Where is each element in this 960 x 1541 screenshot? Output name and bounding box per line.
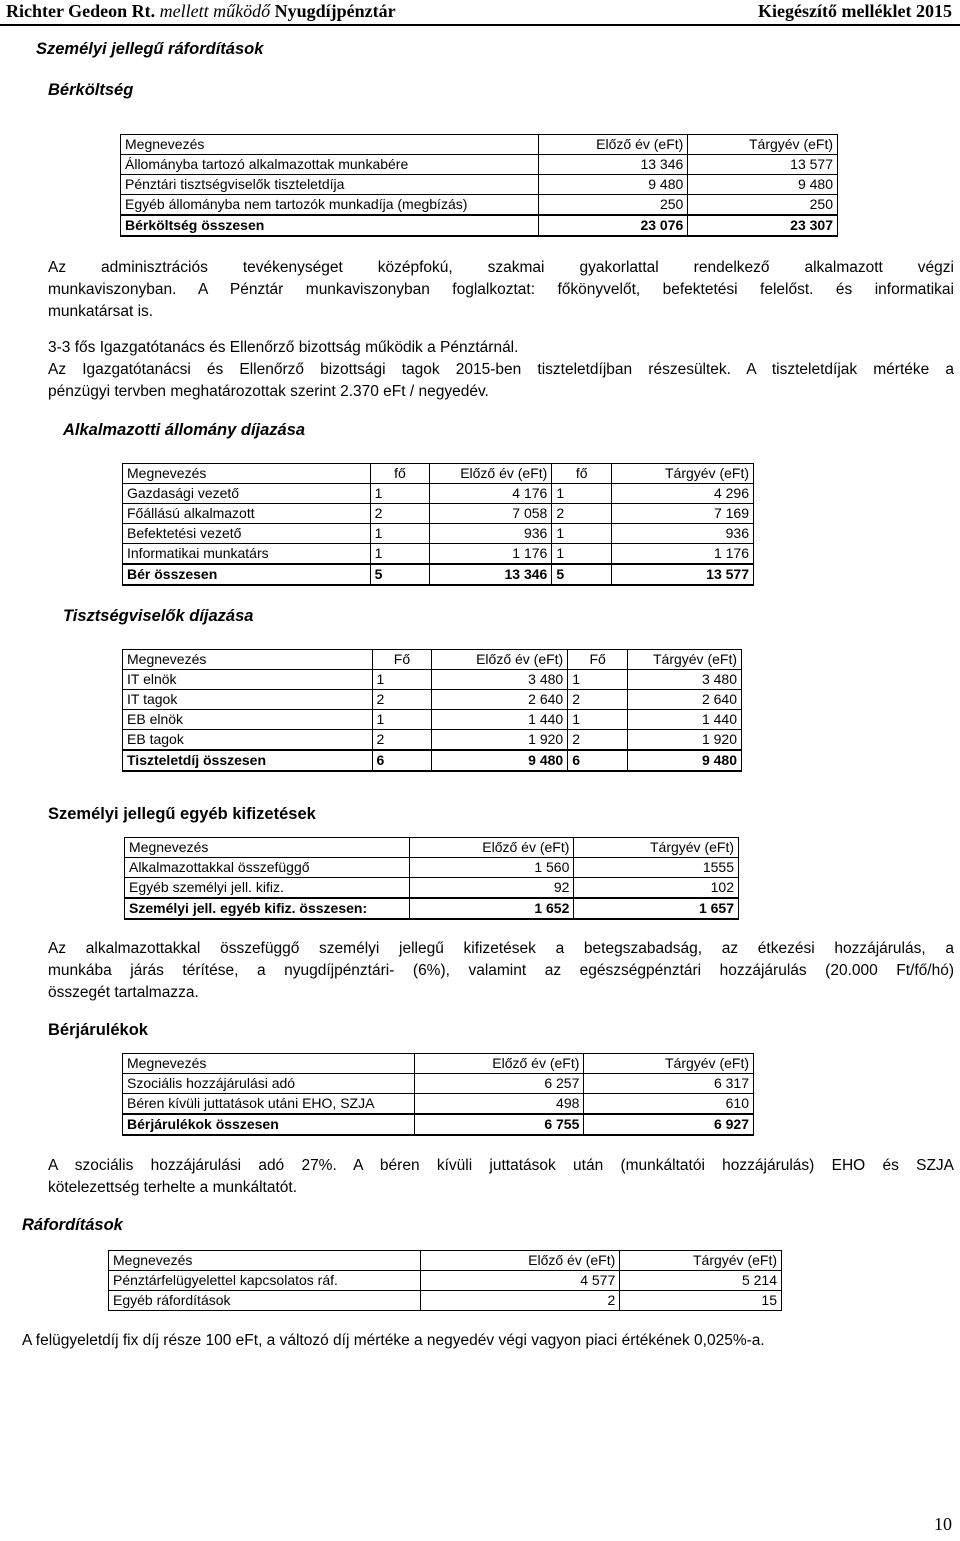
table-cell: Pénztárfelügyelettel kapcsolatos ráf.	[109, 1271, 421, 1291]
table-cell: 2	[372, 690, 432, 710]
table-cell: EB elnök	[123, 710, 373, 730]
table-row	[123, 730, 742, 751]
header-cell: Tárgyév (eFt)	[612, 464, 754, 484]
header-cell: Előző év (eFt)	[420, 1251, 620, 1271]
table-cell: Bér összesen	[123, 564, 371, 585]
table-row	[123, 1094, 754, 1115]
table-cell: Béren kívüli juttatások utáni EHO, SZJA	[123, 1094, 415, 1115]
egyeb-table	[124, 837, 739, 920]
table-cell: 1555	[574, 858, 739, 878]
header-right: Kiegészítő melléklet 2015	[758, 1, 952, 21]
table-cell: 2	[372, 730, 432, 751]
header-cell: Fő	[372, 650, 432, 670]
table-cell: 2	[552, 504, 612, 524]
alkalmazotti-table	[122, 463, 754, 586]
table-header-row	[125, 838, 739, 858]
total-row	[123, 564, 754, 585]
table-cell: 6	[568, 750, 628, 771]
table-cell: 102	[574, 878, 739, 899]
header-cell: fő	[552, 464, 612, 484]
egyeb-title: Személyi jellegű egyéb kifizetések	[48, 805, 316, 823]
table-cell: Állományba tartozó alkalmazottak munkabére	[121, 155, 539, 175]
table-cell: 7 058	[430, 504, 552, 524]
table-cell: 3 480	[628, 670, 742, 690]
table-cell: Informatikai munkatárs	[123, 544, 371, 565]
table-cell: 23 076	[538, 215, 688, 236]
total-row	[121, 215, 838, 236]
table-cell: 1	[552, 524, 612, 544]
table-cell: 936	[430, 524, 552, 544]
table-row	[123, 670, 742, 690]
tisztsegviselok-table	[122, 649, 742, 772]
table-cell: 5	[552, 564, 612, 585]
table-cell: 1	[552, 544, 612, 565]
table-cell: EB tagok	[123, 730, 373, 751]
table-row	[123, 524, 754, 544]
table-row	[123, 544, 754, 565]
header-cell: Előző év (eFt)	[538, 135, 688, 155]
table-cell: 1	[372, 710, 432, 730]
section-title: Személyi jellegű ráfordítások	[36, 40, 264, 58]
table-cell: 13 346	[430, 564, 552, 585]
table-cell: 92	[409, 878, 574, 899]
table-cell: 9 480	[432, 750, 568, 771]
table-cell: 610	[584, 1094, 754, 1115]
header-cell: fő	[370, 464, 430, 484]
table-row	[109, 1271, 782, 1291]
table-cell: 7 169	[612, 504, 754, 524]
page-number: 10	[934, 1514, 952, 1534]
table-cell: 23 307	[688, 215, 838, 236]
table-cell: IT tagok	[123, 690, 373, 710]
table-cell: 4 176	[430, 484, 552, 504]
table-cell: 5	[370, 564, 430, 585]
table-cell: Egyéb állományba nem tartozók munkadíja (megbízás)	[121, 195, 539, 216]
table-cell: 1 560	[409, 858, 574, 878]
header-cell: Megnevezés	[125, 838, 410, 858]
table-cell: 1 176	[430, 544, 552, 565]
table-cell: Befektetési vezető	[123, 524, 371, 544]
table-cell: 13 577	[688, 155, 838, 175]
total-row	[125, 898, 739, 919]
table-cell: 2	[370, 504, 430, 524]
table-cell: 1	[552, 484, 612, 504]
header-cell: Tárgyév (eFt)	[620, 1251, 782, 1271]
table-cell: 250	[538, 195, 688, 216]
table-cell: 9 480	[688, 175, 838, 195]
berkoltseg-table	[120, 134, 838, 237]
table-cell: 1 440	[628, 710, 742, 730]
table-row	[121, 175, 838, 195]
table-cell: Bérjárulékok összesen	[123, 1114, 415, 1135]
table-cell: 6 317	[584, 1074, 754, 1094]
table-cell: 936	[612, 524, 754, 544]
header-cell: Tárgyév (eFt)	[628, 650, 742, 670]
raforditasok-title: Ráfordítások	[22, 1216, 123, 1234]
page-header	[0, 0, 960, 26]
paragraph-social-tax: A szociális hozzájárulási adó 27%. A béren kívüli juttatások után (munkáltatói hozzájárulás) EHO és SZJA kötelezettség terhelte a munkáltatót.	[48, 1157, 954, 1196]
table-cell: 1	[372, 670, 432, 690]
table-row	[123, 690, 742, 710]
raforditasok-table	[108, 1250, 782, 1311]
table-cell: 6 257	[414, 1074, 584, 1094]
berjarulekok-title: Bérjárulékok	[48, 1021, 148, 1039]
table-cell: 6 755	[414, 1114, 584, 1135]
header-cell: Megnevezés	[123, 464, 371, 484]
table-row	[121, 195, 838, 216]
table-cell: 9 480	[538, 175, 688, 195]
table-cell: Pénztári tisztségviselők tiszteletdíja	[121, 175, 539, 195]
table-cell: 1	[568, 710, 628, 730]
table-cell: Személyi jell. egyéb kifiz. összesen:	[125, 898, 410, 919]
table-cell: 9 480	[628, 750, 742, 771]
table-cell: 13 346	[538, 155, 688, 175]
table-row	[123, 504, 754, 524]
table-cell: Gazdasági vezető	[123, 484, 371, 504]
table-cell: 1 440	[432, 710, 568, 730]
table-cell: 4 577	[420, 1271, 620, 1291]
header-cell: Megnevezés	[123, 1054, 415, 1074]
table-cell: IT elnök	[123, 670, 373, 690]
total-row	[123, 1114, 754, 1135]
table-cell: 250	[688, 195, 838, 216]
table-cell: 1 920	[432, 730, 568, 751]
table-row	[121, 155, 838, 175]
tisztsegviselok-title: Tisztségviselők díjazása	[63, 607, 254, 625]
header-cell: Fő	[568, 650, 628, 670]
header-cell: Előző év (eFt)	[409, 838, 574, 858]
table-cell: 1 657	[574, 898, 739, 919]
paragraph-admin: Az adminisztrációs tevékenységet középfokú, szakmai gyakorlattal rendelkező alkalmazott végzi munkaviszonyban. A Pénztár munkaviszonyban foglalkoztat: főkönyvelőt, befektetési felelőst. és informatikai munkatársat is.	[48, 259, 954, 320]
table-cell: 5 214	[620, 1271, 782, 1291]
table-cell: Egyéb ráfordítások	[109, 1291, 421, 1311]
header-cell: Előző év (eFt)	[430, 464, 552, 484]
table-row	[109, 1291, 782, 1311]
table-row	[123, 710, 742, 730]
header-cell: Megnevezés	[121, 135, 539, 155]
header-cell: Tárgyév (eFt)	[584, 1054, 754, 1074]
table-cell: Tiszteletdíj összesen	[123, 750, 373, 771]
paragraph-board: 3-3 fős Igazgatótanács és Ellenőrző bizottság működik a Pénztárnál. Az Igazgatótanácsi és Ellenőrző bizottsági tagok 2015-ben tiszteletdíjban részesültek. A tiszteletdíjak mértéke a pénzügyi tervben meghatározottak szerint 2.370 eFt / negyedév.	[48, 339, 954, 400]
table-cell: Főállású alkalmazott	[123, 504, 371, 524]
header-cell: Megnevezés	[123, 650, 373, 670]
header-cell: Tárgyév (eFt)	[688, 135, 838, 155]
table-row	[125, 858, 739, 878]
table-cell: 1	[370, 524, 430, 544]
table-cell: 2	[568, 690, 628, 710]
table-cell: Bérköltség összesen	[121, 215, 539, 236]
table-cell: 2	[568, 730, 628, 751]
table-cell: 13 577	[612, 564, 754, 585]
header-cell: Megnevezés	[109, 1251, 421, 1271]
header-cell: Előző év (eFt)	[414, 1054, 584, 1074]
table-header-row	[123, 650, 742, 670]
paragraph-supervision-fee: A felügyeletdíj fix díj része 100 eFt, a változó díj mértéke a negyedév végi vagyon piaci értékének 0,025%-a.	[22, 1332, 765, 1349]
berkoltseg-title: Bérköltség	[48, 81, 134, 99]
table-cell: 1	[370, 484, 430, 504]
table-cell: 1 920	[628, 730, 742, 751]
header-org: Richter Gedeon Rt. mellett működő Nyugdíjpénztár	[6, 1, 396, 21]
table-cell: 3 480	[432, 670, 568, 690]
table-cell: 1 176	[612, 544, 754, 565]
table-header-row	[121, 135, 838, 155]
table-row	[123, 484, 754, 504]
alkalmazotti-title: Alkalmazotti állomány díjazása	[63, 421, 306, 439]
table-cell: 1	[370, 544, 430, 565]
table-cell: 4 296	[612, 484, 754, 504]
header-cell: Előző év (eFt)	[432, 650, 568, 670]
table-cell: 1 652	[409, 898, 574, 919]
table-cell: 1	[568, 670, 628, 690]
table-cell: Alkalmazottakkal összefüggő	[125, 858, 410, 878]
table-cell: 498	[414, 1094, 584, 1115]
table-row	[125, 878, 739, 899]
table-cell: 2	[420, 1291, 620, 1311]
paragraph-payments: Az alkalmazottakkal összefüggő személyi jellegű kifizetések a betegszabadság, az étkezési hozzájárulás, a munkába járás térítése, a nyugdíjpénztári- (6%), valamint az egészségpénztári hozzájárulás (20.000 Ft/fő/hó) összegét tartalmazza.	[48, 940, 954, 1001]
table-cell: 6 927	[584, 1114, 754, 1135]
table-cell: 2 640	[432, 690, 568, 710]
table-cell: 2 640	[628, 690, 742, 710]
table-cell: 6	[372, 750, 432, 771]
berjarulekok-table	[122, 1053, 754, 1136]
table-header-row	[123, 464, 754, 484]
header-cell: Tárgyév (eFt)	[574, 838, 739, 858]
table-cell: Egyéb személyi jell. kifiz.	[125, 878, 410, 899]
table-row	[123, 1074, 754, 1094]
table-header-row	[123, 1054, 754, 1074]
table-cell: 15	[620, 1291, 782, 1311]
table-header-row	[109, 1251, 782, 1271]
table-cell: Szociális hozzájárulási adó	[123, 1074, 415, 1094]
total-row	[123, 750, 742, 771]
